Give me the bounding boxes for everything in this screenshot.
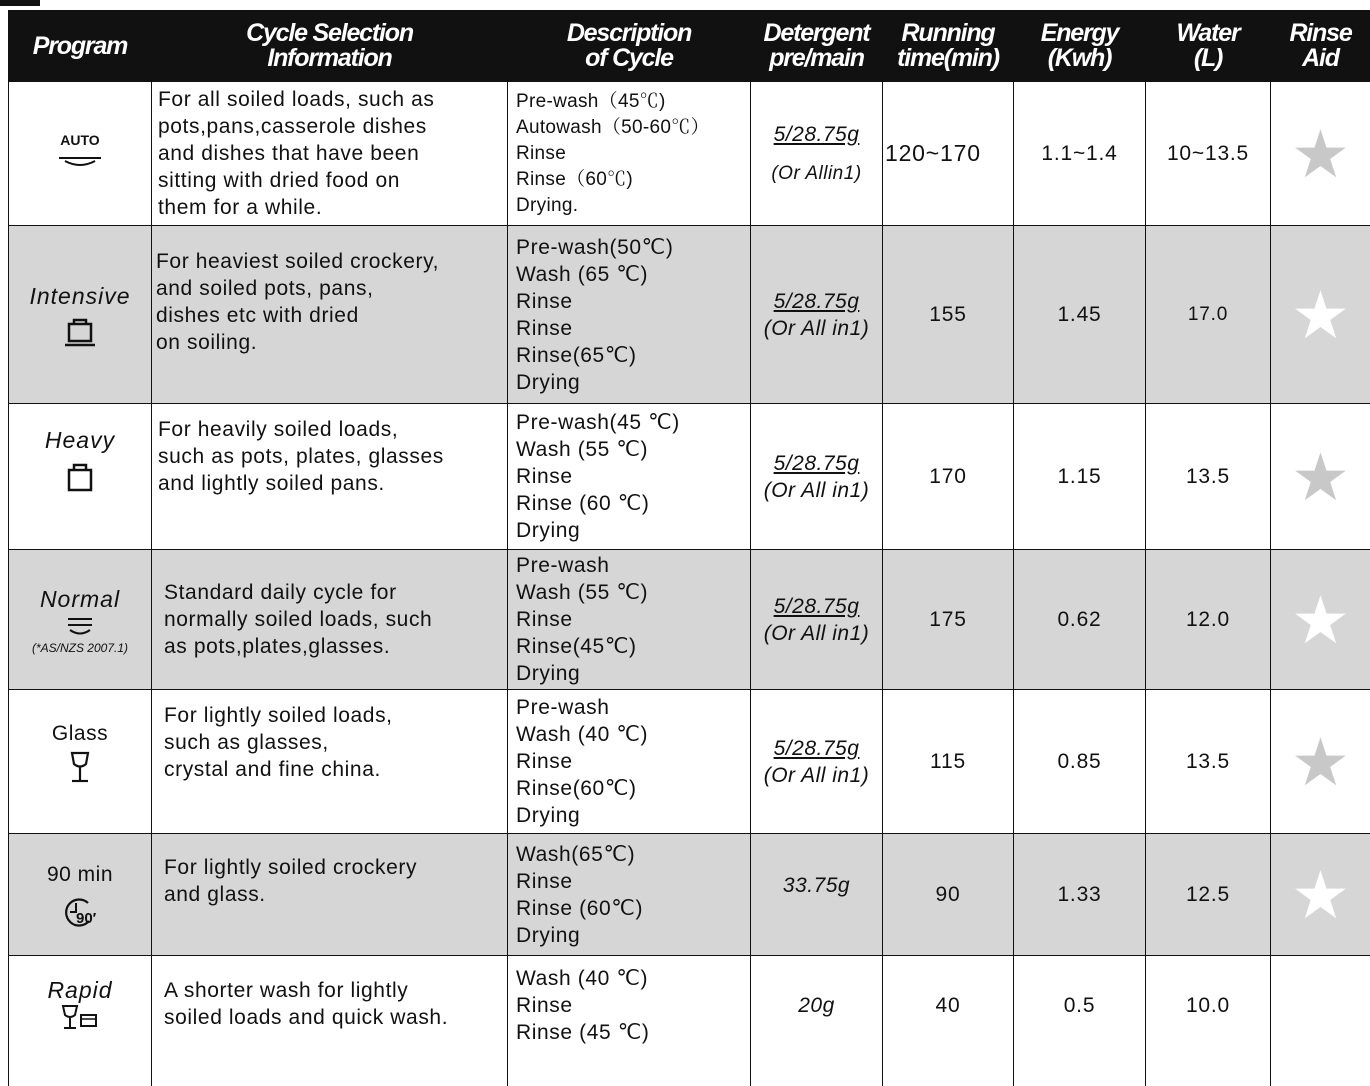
water-cell: 13.5: [1146, 404, 1271, 550]
water-cell: 10.0: [1146, 956, 1271, 1086]
energy-cell: 0.5: [1014, 956, 1146, 1086]
rinse-aid-cell: [1271, 690, 1370, 834]
header-water: Water (L): [1146, 11, 1271, 82]
cycle-info-cell: For lightly soiled crockery and glass.: [152, 834, 508, 956]
header-description: Description of Cycle: [508, 11, 751, 82]
program-table: [8, 10, 1370, 1086]
cycle-info-cell: For lightly soiled loads, such as glasses, crystal and fine china.: [152, 690, 508, 834]
star-icon: ★: [1291, 862, 1350, 928]
star-icon: ★: [1291, 121, 1350, 187]
program-cell: [9, 82, 152, 226]
running-time-cell: 170: [883, 404, 1014, 550]
water-cell: 17.0: [1146, 226, 1271, 404]
header-energy: Energy (Kwh): [1014, 11, 1146, 82]
header-cycle-info: Cycle Selection Information: [152, 11, 508, 82]
energy-cell: 1.45: [1014, 226, 1146, 404]
page-tab-marker: [0, 0, 40, 6]
detergent-cell: 5/28.75g (Or All in1): [751, 690, 883, 834]
program-cell: 90 min 90′: [9, 834, 152, 956]
running-time-cell: 175: [883, 550, 1014, 690]
description-cell: Wash (40 ℃) Rinse Rinse (45 ℃): [508, 956, 751, 1086]
detergent-cell: 20g: [751, 956, 883, 1086]
program-row-heavy: [9, 404, 1370, 550]
program-row-glass: [9, 690, 1370, 834]
program-row-90-min: [9, 834, 1370, 956]
program-cell: Normal (*AS/NZS 2007.1): [9, 550, 152, 690]
rinse-aid-cell: [1271, 404, 1370, 550]
water-cell: 13.5: [1146, 690, 1271, 834]
water-cell: 12.5: [1146, 834, 1271, 956]
program-cell: Intensive: [9, 226, 152, 404]
header-row: [9, 11, 1370, 82]
program-row-rapid: [9, 956, 1370, 1086]
star-icon: ★: [1291, 587, 1350, 653]
cycle-info-cell: For all soiled loads, such as pots,pans,casserole dishes and dishes that have been sitting with dried food on them for a while.: [152, 82, 508, 226]
detergent-cell: 5/28.75g (Or All in1): [751, 550, 883, 690]
cycle-info-cell: Standard daily cycle for normally soiled loads, such as pots,plates,glasses.: [152, 550, 508, 690]
energy-cell: 0.62: [1014, 550, 1146, 690]
detergent-cell: 5/28.75g (Or Allin1): [751, 82, 883, 226]
header-detergent: Detergent pre/main: [751, 11, 883, 82]
energy-cell: 0.85: [1014, 690, 1146, 834]
detergent-cell: 5/28.75g (Or All in1): [751, 226, 883, 404]
running-time-cell: 115: [883, 690, 1014, 834]
rinse-aid-cell: [1271, 82, 1370, 226]
rinse-aid-cell: [1271, 834, 1370, 956]
header-rinse-aid: Rinse Aid: [1271, 11, 1370, 82]
star-icon: ★: [1291, 444, 1350, 510]
running-time-cell: 90: [883, 834, 1014, 956]
detergent-cell: 33.75g: [751, 834, 883, 956]
description-cell: Pre-wash（45℃) Autowash（50-60℃） Rinse Rinse（60℃) Drying.: [508, 82, 751, 226]
pot-icon: [62, 316, 98, 348]
star-icon: ★: [1291, 729, 1350, 795]
auto-dish-icon: AUTO: [57, 133, 103, 174]
program-cell: Glass: [9, 690, 152, 834]
energy-cell: 1.33: [1014, 834, 1146, 956]
program-cell: Heavy: [9, 404, 152, 550]
wine-glass-icon: [67, 750, 93, 784]
program-row-intensive: [9, 226, 1370, 404]
cycle-info-cell: For heavily soiled loads, such as pots, plates, glasses and lightly soiled pans.: [152, 404, 508, 550]
header-running-time: Running time(min): [883, 11, 1014, 82]
program-row-normal: [9, 550, 1370, 690]
clock-90-icon: 90′: [62, 895, 98, 929]
dish-stack-icon: [65, 615, 95, 639]
pot-icon: [62, 460, 98, 494]
program-row-auto: [9, 82, 1370, 226]
description-cell: Pre-wash(45 ℃) Wash (55 ℃) Rinse Rinse (60 ℃) Drying: [508, 404, 751, 550]
water-cell: 12.0: [1146, 550, 1271, 690]
glass-and-cup-icon: [60, 1004, 100, 1030]
description-cell: Pre-wash(50℃) Wash (65 ℃) Rinse Rinse Rinse(65℃) Drying: [508, 226, 751, 404]
energy-cell: 1.15: [1014, 404, 1146, 550]
header-program: Program: [9, 11, 152, 82]
star-icon: ★: [1291, 282, 1350, 348]
running-time-cell: 40: [883, 956, 1014, 1086]
rinse-aid-cell: [1271, 550, 1370, 690]
detergent-cell: 5/28.75g (Or All in1): [751, 404, 883, 550]
cycle-info-cell: For heaviest soiled crockery, and soiled pots, pans, dishes etc with dried on soiling.: [152, 226, 508, 404]
running-time-cell: 155: [883, 226, 1014, 404]
description-cell: Pre-wash Wash (55 ℃) Rinse Rinse(45℃) Drying: [508, 550, 751, 690]
description-cell: Wash(65℃) Rinse Rinse (60℃) Drying: [508, 834, 751, 956]
running-time-cell: 120~170: [883, 82, 1014, 226]
cycle-info-cell: A shorter wash for lightly soiled loads and quick wash.: [152, 956, 508, 1086]
description-cell: Pre-wash Wash (40 ℃) Rinse Rinse(60℃) Drying: [508, 690, 751, 834]
rinse-aid-cell: [1271, 956, 1370, 1086]
program-cell: Rapid: [9, 956, 152, 1086]
water-cell: 10~13.5: [1146, 82, 1271, 226]
energy-cell: 1.1~1.4: [1014, 82, 1146, 226]
rinse-aid-cell: [1271, 226, 1370, 404]
